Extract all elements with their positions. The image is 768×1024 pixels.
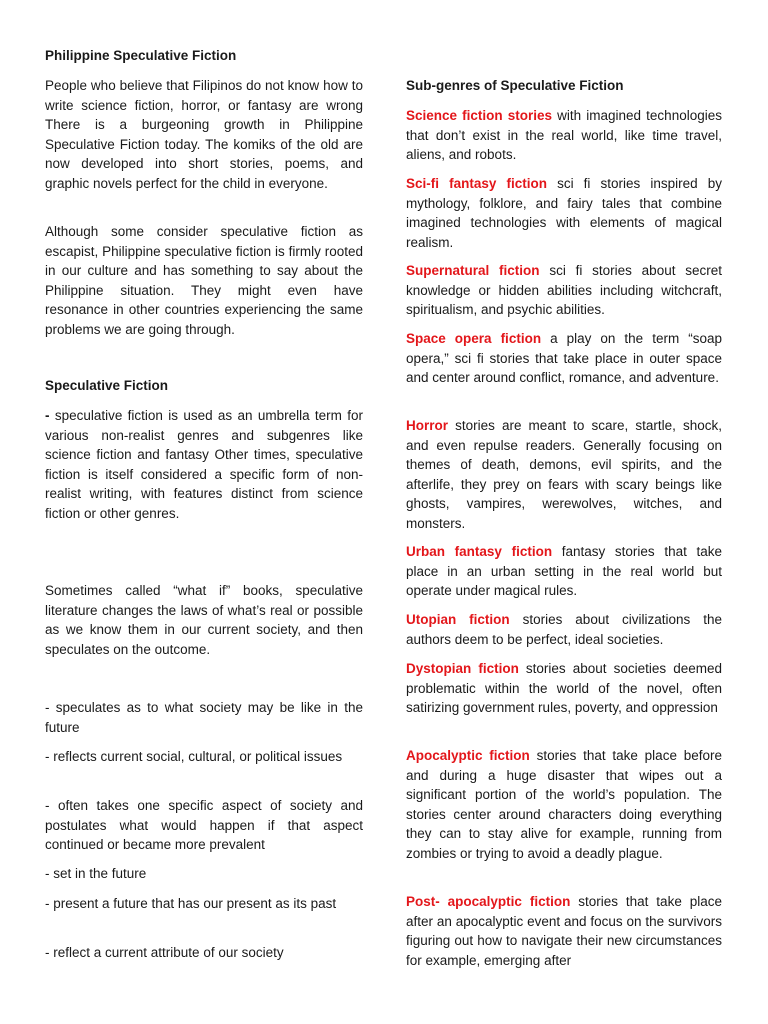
subgenre-entry [406,416,722,533]
section-heading: Sub-genres of Speculative Fiction [406,78,624,93]
subgenre-entry [406,746,722,863]
subgenre-term: Science fiction stories [406,108,553,123]
page-title: Philippine Speculative Fiction [45,48,237,63]
subgenre-desc: stories that take place before and during a huge disaster that wipes out a significant portion of the world’s population. The stories center around characters doing everything they can to stay alive for example, running from zombies or trying to avoid a deadly plague. [406,748,723,861]
bullet-item: - present a future that has our present as its past [45,896,337,911]
subgenre-term: Apocalyptic fiction [406,748,530,763]
subgenre-desc: sci fi stories inspired by mythology, folklore, and fairy tales that combine imagined technologies with elements of magical realism. [406,176,722,250]
subgenre-term: Sci-fi fantasy fiction [406,176,547,191]
subgenre-entry [406,659,722,718]
subgenre-desc: stories that take place after an apocalyptic event and focus on the survivors figuring out how to navigate their new circumstances for example, emerging after [406,894,722,968]
intro-paragraph: Although some consider speculative fiction as escapist, Philippine speculative fiction is firmly rooted in our culture and has something to say about the Philippine situation. They might even have resonance in other countries experiencing the same problems we are going through. [45,224,363,337]
subgenre-desc: stories about civilizations the authors deem to be perfect, ideal societies. [406,612,722,647]
subgenre-term: Utopian fiction [406,612,510,627]
bullet-item: - set in the future [45,866,147,881]
subgenre-desc: sci fi stories about secret knowledge or hidden abilities including witchcraft, spiritualism, and psychic abilities. [406,263,723,317]
bullet-item: - often takes one specific aspect of society and postulates what would happen if that aspect continued or became more prevalent [45,798,363,852]
subgenre-entry [406,610,722,649]
subgenre-term: Space opera fiction [406,331,542,346]
subgenre-term: Post- apocalyptic fiction [406,894,571,909]
subgenre-desc: fantasy stories that take place in an urban setting in the real world but operate under magical rules. [406,544,722,598]
intro-paragraph: People who believe that Filipinos do not know how to write science fiction, horror, or fantasy are wrong There is a burgeoning growth in Philippine Speculative Fiction today. The komiks of the old are now developed into short stories, poems, and graphic novels perfect for the child in everyone. [45,78,363,191]
section-heading: Speculative Fiction [45,378,169,393]
subgenre-term: Urban fantasy fiction [406,544,553,559]
what-if-paragraph: Sometimes called “what if” books, speculative literature changes the laws of what’s real or possible as we know them in our current society, and then speculates on the outcome. [45,583,363,657]
subgenre-term: Dystopian fiction [406,661,519,676]
dash-mark: - [45,408,50,423]
subgenre-entry [406,542,722,601]
subgenre-term: Supernatural fiction [406,263,540,278]
subgenre-entry [406,106,722,165]
subgenre-desc: stories about societies deemed problematic within the world of the novel, often satirizing government rules, poverty, and oppression [406,661,722,715]
subgenre-entry [406,174,722,252]
spec-definition-text: speculative fiction is used as an umbrella term for various non-realist genres and subgenres like science fiction and fantasy Other times, speculative fiction is itself considered a specific form of non-realist writing, with features distinct from science fiction or other genres. [45,408,363,521]
bullet-item: - speculates as to what society may be like in the future [45,700,363,735]
subgenre-entry [406,261,722,320]
subgenre-term: Horror [406,418,449,433]
subgenre-entry [406,329,722,388]
subgenre-desc: with imagined technologies that don’t exist in the real world, like time travel, aliens, and robots. [406,108,722,162]
spec-definition [45,406,363,523]
subgenre-desc: stories are meant to scare, startle, shock, and even repulse readers. Generally focusing on themes of death, demons, evil spirits, and the afterlife, they prey on fears with scary beings like ghosts, vampires, werewolves, witches, and monsters. [406,418,722,531]
subgenre-entry [406,892,722,970]
bullet-item: - reflect a current attribute of our society [45,945,284,960]
bullet-item: - reflects current social, cultural, or political issues [45,749,343,764]
subgenre-desc: a play on the term “soap opera,” sci fi stories that take place in outer space and center around conflict, romance, and adventure. [406,331,722,385]
